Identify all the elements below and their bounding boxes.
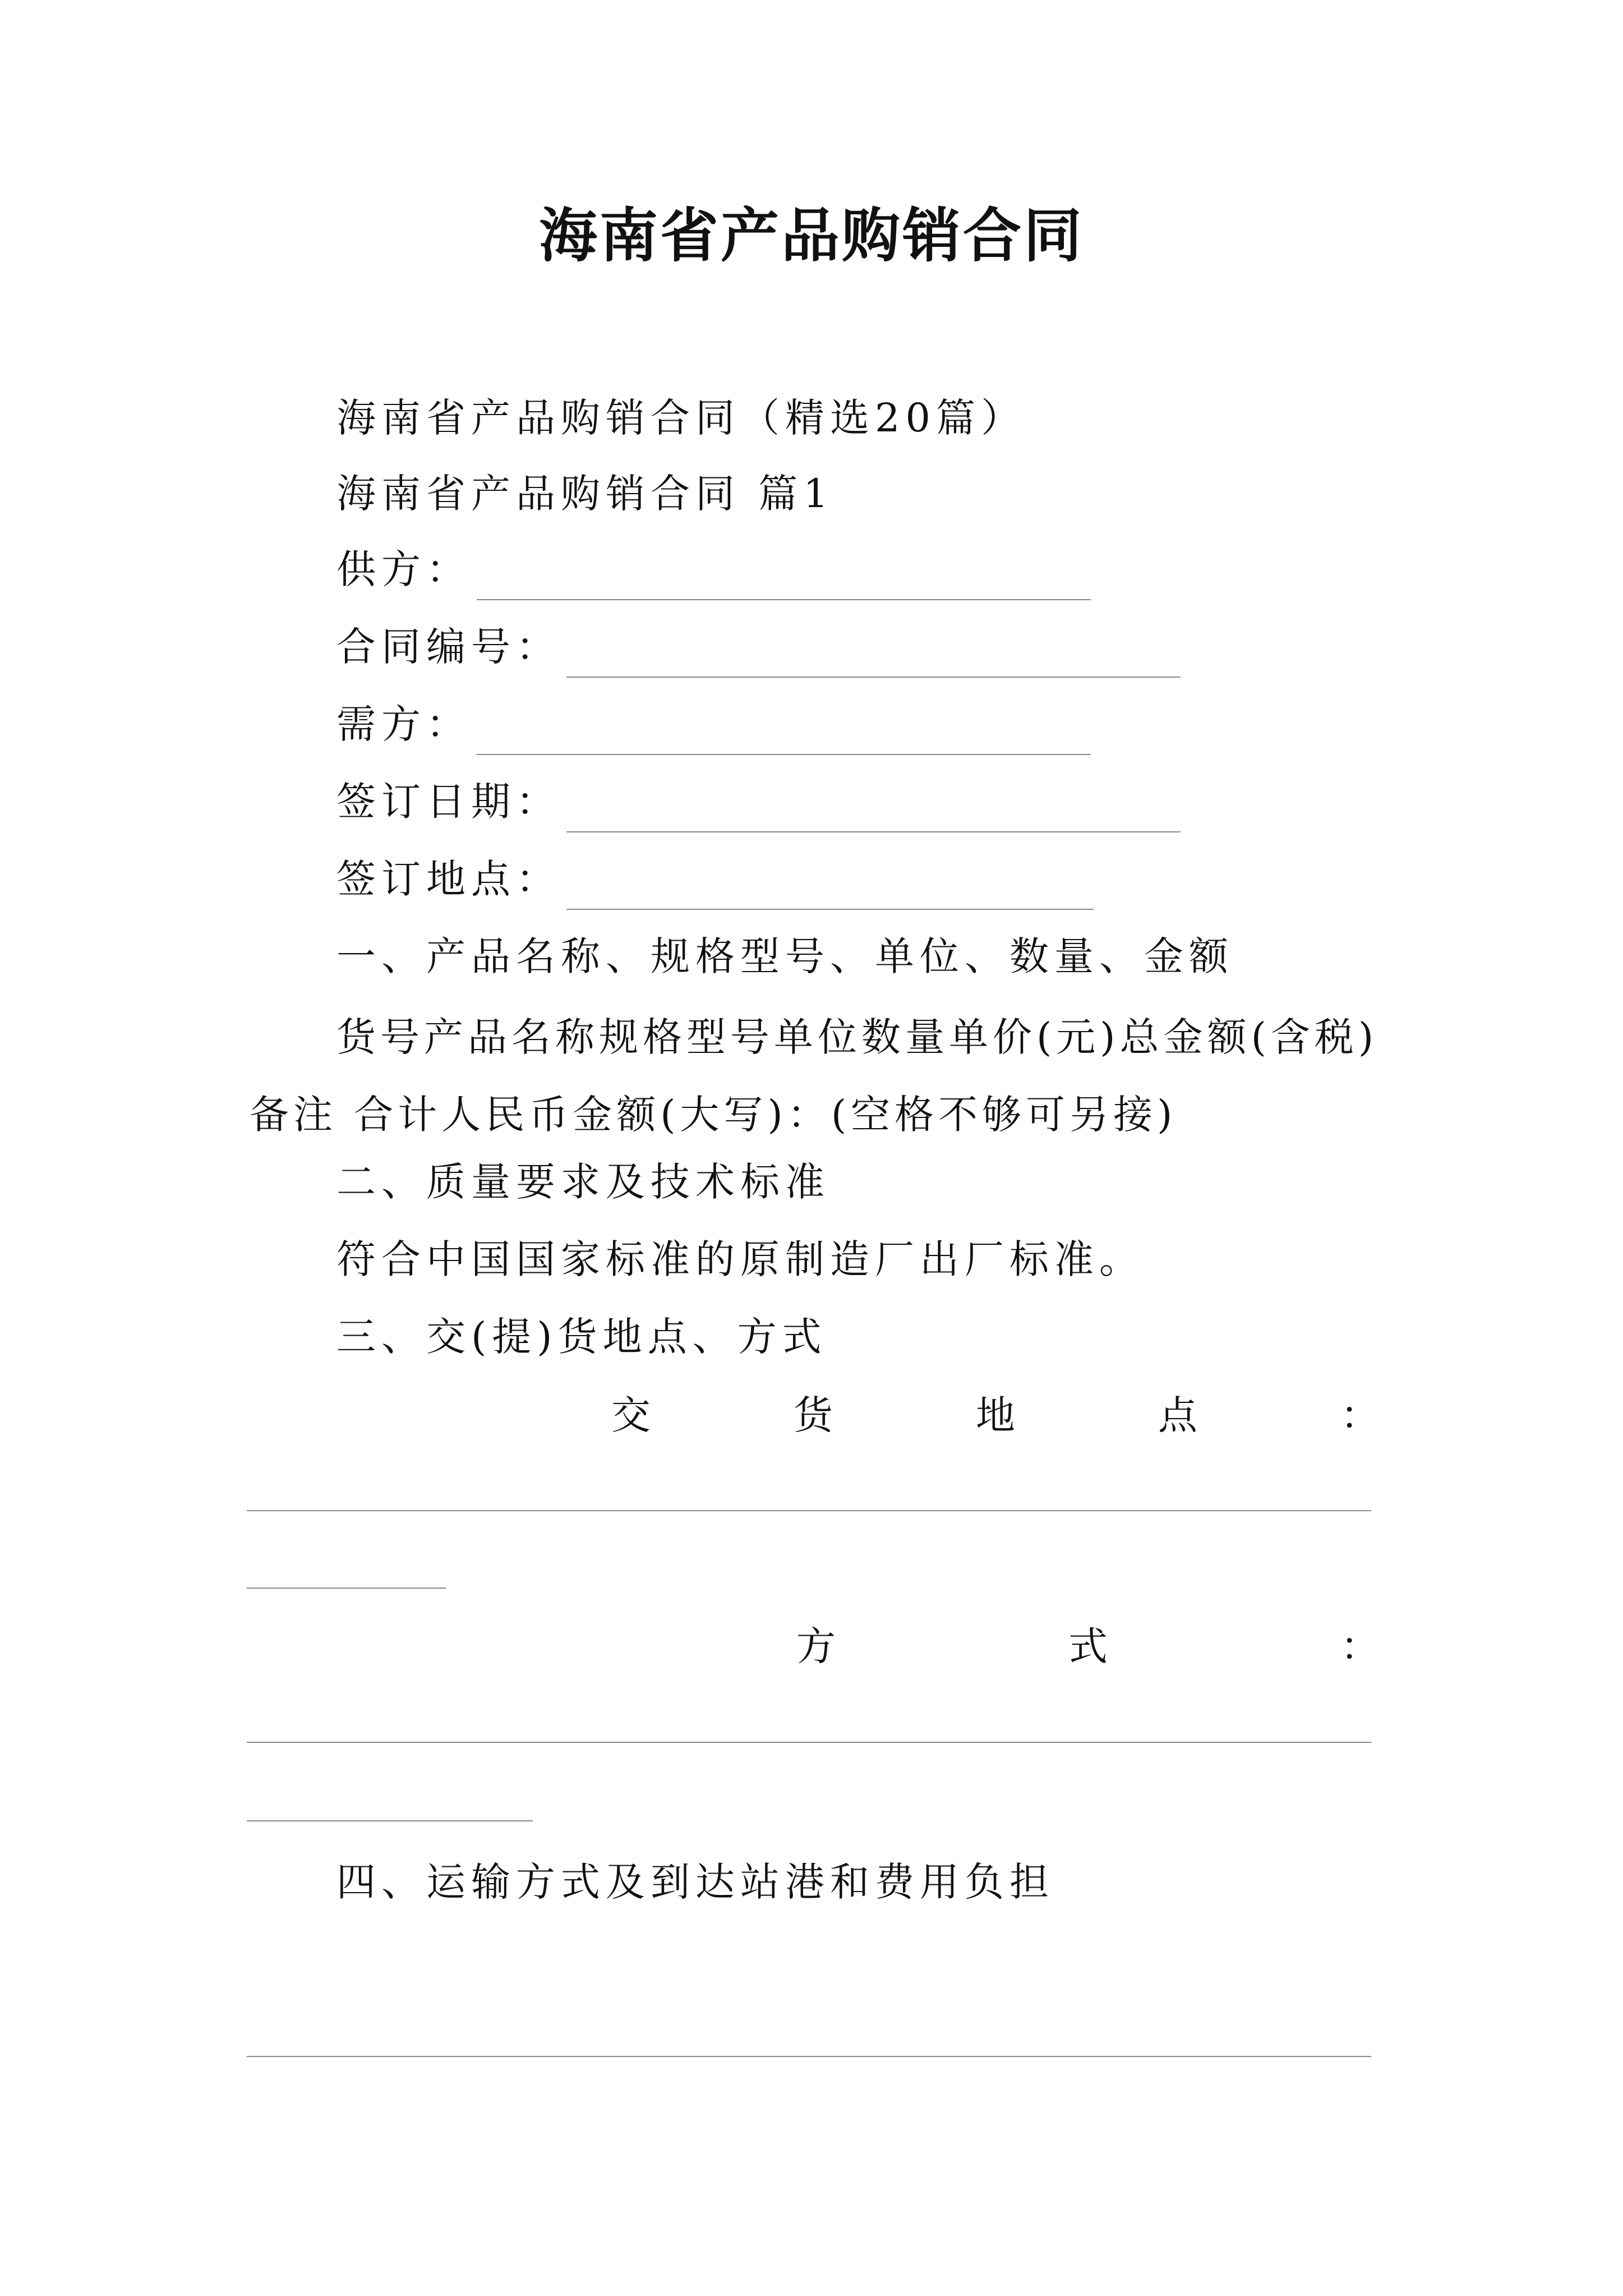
method-char: 式 bbox=[1068, 1623, 1108, 1669]
supplier-field bbox=[336, 539, 1091, 600]
method-label bbox=[796, 1616, 1380, 1677]
supplier-blank bbox=[477, 560, 1091, 600]
method-blank-2 bbox=[247, 1820, 533, 1821]
delivery-char: 地 bbox=[976, 1392, 1015, 1438]
contract-no-field bbox=[336, 616, 1181, 678]
section4-heading: 四、运输方式及到达站港和费用负担 bbox=[336, 1859, 1054, 1905]
delivery-place-blank-1 bbox=[247, 1510, 1371, 1511]
method-char: ： bbox=[1340, 1623, 1380, 1669]
contract-no-blank bbox=[566, 637, 1181, 678]
method-char: 方 bbox=[796, 1623, 836, 1669]
sign-place-blank bbox=[566, 869, 1094, 910]
method-blank-1 bbox=[247, 1742, 1371, 1743]
article-heading: 海南省产品购销合同 篇1 bbox=[336, 471, 834, 517]
buyer-label: 需方： bbox=[336, 701, 471, 747]
sign-place-label: 签订地点： bbox=[336, 856, 561, 902]
document-title: 海南省产品购销合同 bbox=[538, 201, 1084, 270]
section3-heading: 三、交(提)货地点、方式 bbox=[336, 1314, 827, 1360]
delivery-char: 点 bbox=[1158, 1392, 1197, 1438]
delivery-char: 交 bbox=[611, 1392, 651, 1438]
buyer-field bbox=[336, 693, 1091, 755]
section1-table-text: 货号产品名称规格型号单位数量单价(元)总金额(含税)备注 合计人民币金额(大写)：(空格不够可另接) bbox=[250, 1014, 1378, 1138]
section4-blank bbox=[247, 2056, 1371, 2057]
subtitle: 海南省产品购销合同（精选20篇） bbox=[336, 395, 1026, 441]
section1-heading: 一、产品名称、规格型号、单位、数量、金额 bbox=[336, 933, 1234, 979]
section2-heading: 二、质量要求及技术标准 bbox=[336, 1159, 830, 1205]
delivery-place-blank-2 bbox=[247, 1588, 446, 1589]
sign-date-field bbox=[336, 771, 1181, 832]
sign-date-blank bbox=[566, 792, 1181, 832]
delivery-char: ： bbox=[1340, 1392, 1380, 1438]
buyer-blank bbox=[477, 715, 1091, 755]
sign-place-field bbox=[336, 848, 1094, 910]
section2-body: 符合中国国家标准的原制造厂出厂标准。 bbox=[336, 1236, 1144, 1282]
supplier-label: 供方： bbox=[336, 546, 471, 592]
sign-date-label: 签订日期： bbox=[336, 779, 561, 825]
delivery-place-label bbox=[611, 1384, 1380, 1446]
contract-no-label: 合同编号： bbox=[336, 624, 561, 670]
delivery-char: 货 bbox=[794, 1392, 833, 1438]
